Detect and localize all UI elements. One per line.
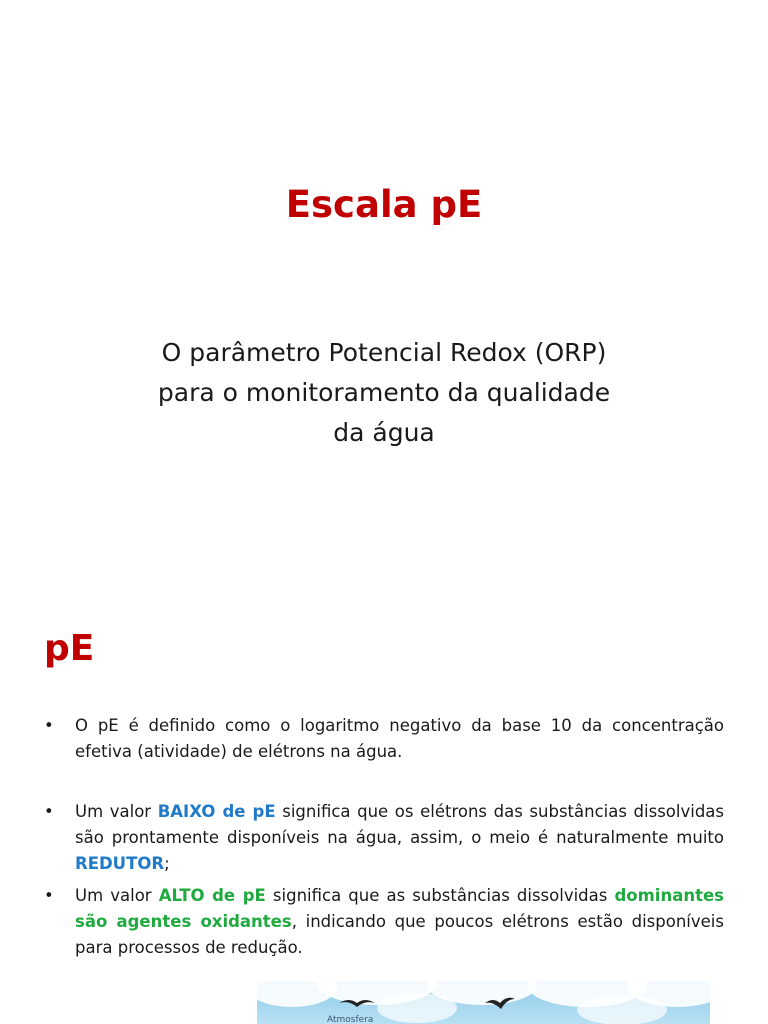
content-slide [0,600,768,1024]
highlight-oxidizing-agents: dominantes são agentes oxidantes [75,886,724,931]
bullet-dot: • [44,716,54,735]
highlight-high-pe: ALTO de pE [158,886,266,905]
bullet-text: Um valor [75,802,158,821]
bullet-item [44,713,724,765]
slide-title: Escala pE [285,183,483,226]
subtitle-line: para o monitoramento da qualidade [157,378,611,407]
slide-subtitle [110,333,658,453]
slide-heading: pE [44,628,95,669]
bullet-item [44,799,724,877]
bird-icon [257,981,710,1024]
bullet-text: significa que os elétrons das substâncias dissolvidas são prontamente disponíveis na água, assim, o meio é naturalmente muito [75,802,724,847]
bullet-item [44,883,724,961]
bullet-text: , indicando que poucos elétrons estão disponíveis para processos de redução. [75,912,724,957]
bullet-text: significa que as substâncias dissolvidas [265,886,615,905]
atmosphere-label: Atmosfera [327,1015,374,1024]
bullet-text: ; [164,854,170,873]
subtitle-line: O parâmetro Potencial Redox (ORP) [161,338,607,367]
bullet-list [44,713,724,961]
bullet-text: Um valor [75,886,159,905]
bullet-dot: • [44,886,54,905]
bullet-dot: • [44,802,54,821]
highlight-low-pe: BAIXO de pE [157,802,276,821]
subtitle-line: da água [333,418,435,447]
highlight-reductor: REDUTOR [75,854,165,873]
sky-illustration [257,981,710,1024]
bullet-text: O pE é definido como o logaritmo negativo da base 10 da concentração efetiva (atividade) de elétrons na água. [75,716,724,761]
